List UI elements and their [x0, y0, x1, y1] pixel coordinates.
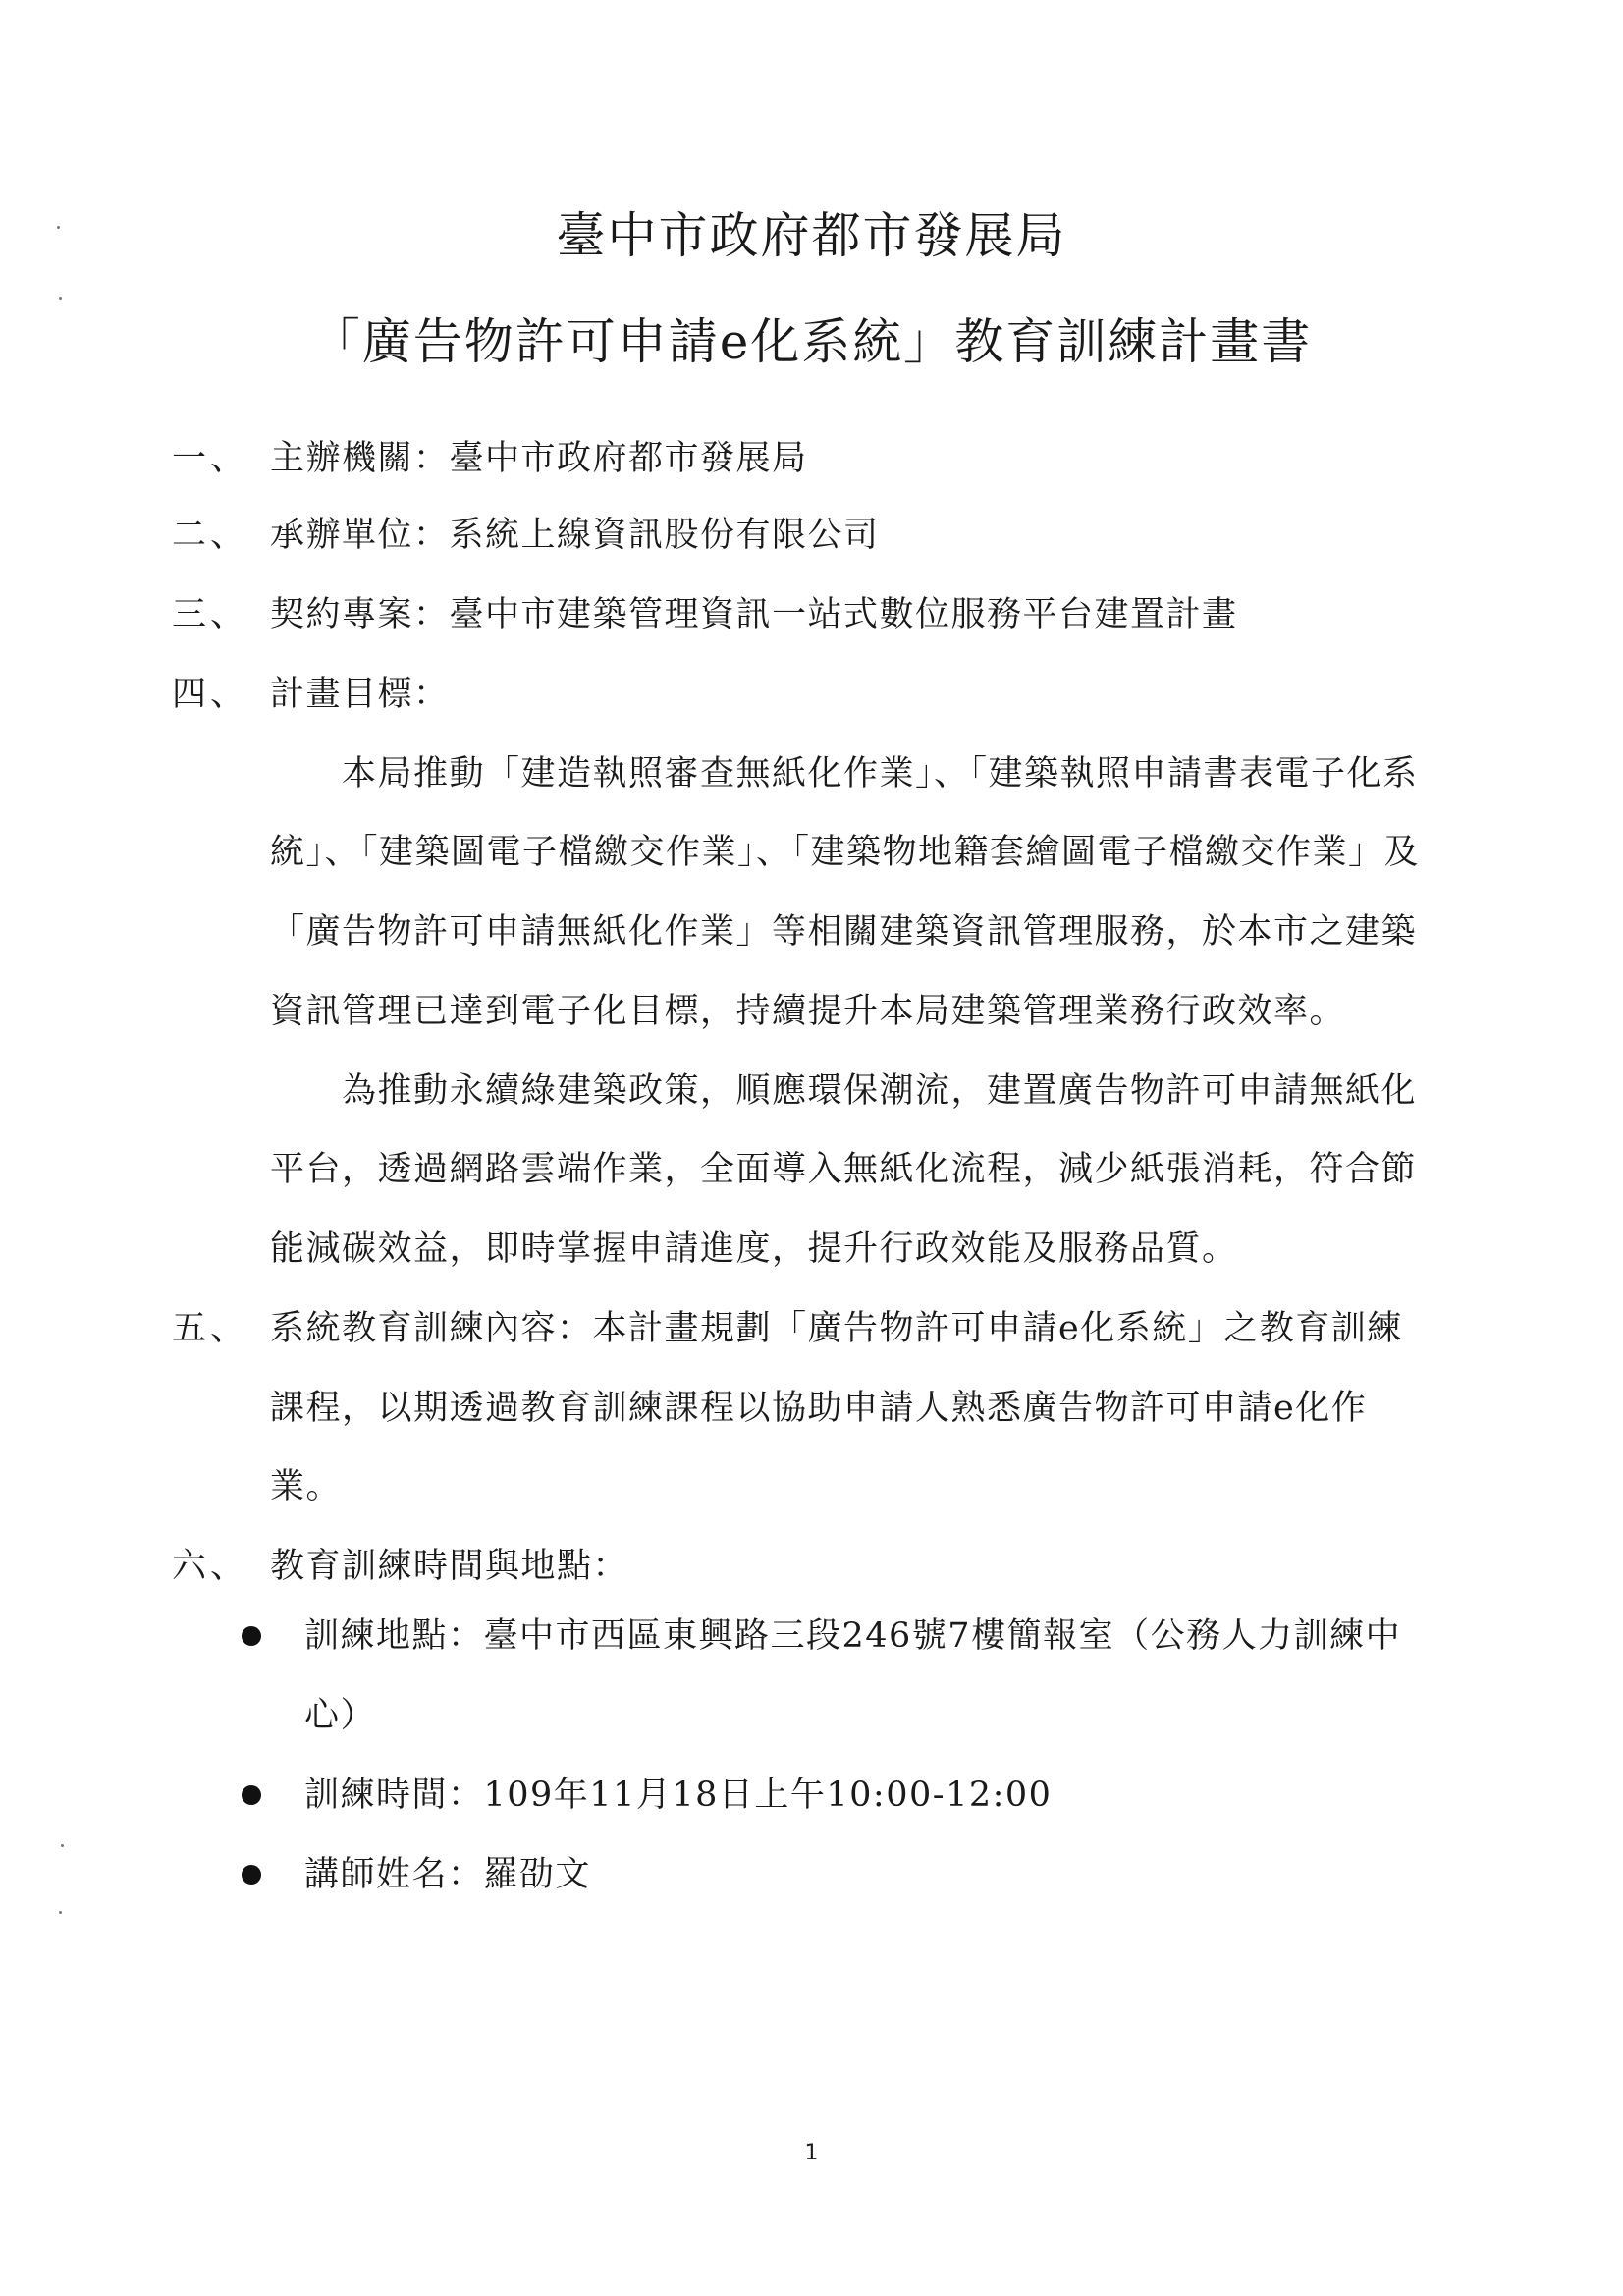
section-5-line-2: 課程，以期透過教育訓練課程以協助申請人熟悉廣告物許可申請e化作 — [270, 1389, 1368, 1428]
section-1-organizer: 主辦機關：臺中市政府都市發展局 — [270, 439, 808, 478]
bullet-icon — [242, 1865, 261, 1885]
section-2-contractor: 承辦單位：系統上線資訊股份有限公司 — [270, 516, 880, 555]
page-number: 1 — [804, 2141, 819, 2165]
section-4-paragraph-1-line-1: 本局推動「建造執照審查無紙化作業」、「建築執照申請書表電子化系 — [270, 754, 1419, 793]
section-4-paragraph-1-line-3: 「廣告物許可申請無紙化作業」等相關建築資訊管理服務，於本市之建築 — [270, 912, 1418, 952]
section-6-heading: 教育訓練時間與地點： — [270, 1547, 629, 1586]
section-4-paragraph-1-line-4: 資訊管理已達到電子化目標，持續提升本局建築管理業務行政效率。 — [270, 992, 1346, 1031]
section-4-paragraph-1-line-2: 統」、「建築圖電子檔繳交作業」、「建築物地籍套繪圖電子檔繳交作業」及 — [270, 833, 1421, 872]
scan-speck — [61, 1844, 64, 1847]
bullet-icon — [242, 1785, 261, 1805]
section-4-paragraph-2-line-2: 平台，透過網路雲端作業，全面導入無紙化流程，減少紙張消耗，符合節 — [270, 1150, 1418, 1189]
section-4-heading: 計畫目標： — [270, 675, 450, 714]
section-5-line-1: 系統教育訓練內容：本計畫規劃「廣告物許可申請e化系統」之教育訓練 — [270, 1309, 1403, 1348]
section-3-number: 三、 — [172, 595, 249, 634]
document-title-agency: 臺中市政府都市發展局 — [556, 207, 1067, 264]
section-1-number: 一、 — [172, 439, 249, 478]
section-4-number: 四、 — [172, 675, 249, 714]
scan-speck — [59, 1911, 62, 1914]
section-2-number: 二、 — [172, 516, 249, 555]
section-6-number: 六、 — [172, 1547, 249, 1586]
section-3-contract-project: 契約專案：臺中市建築管理資訊一站式數位服務平台建置計畫 — [270, 595, 1238, 634]
training-location-line-2: 心） — [304, 1696, 377, 1735]
section-5-number: 五、 — [172, 1309, 249, 1348]
bullet-icon — [242, 1626, 261, 1646]
scan-speck — [59, 297, 62, 300]
section-4-paragraph-2-line-3: 能減碳效益，即時掌握申請進度，提升行政效能及服務品質。 — [270, 1230, 1238, 1269]
training-location-line-1: 訓練地點：臺中市西區東興路三段246號7樓簡報室（公務人力訓練中 — [304, 1616, 1402, 1656]
instructor-name: 講師姓名：羅劭文 — [304, 1855, 592, 1894]
section-5-line-3: 業。 — [270, 1467, 343, 1506]
document-title-plan: 「廣告物許可申請e化系統」教育訓練計畫書 — [310, 313, 1313, 370]
section-4-paragraph-2-line-1: 為推動永續綠建築政策，順應環保潮流，建置廣告物許可申請無紙化 — [270, 1071, 1418, 1111]
training-time: 訓練時間：109年11月18日上午10:00-12:00 — [304, 1776, 1053, 1815]
